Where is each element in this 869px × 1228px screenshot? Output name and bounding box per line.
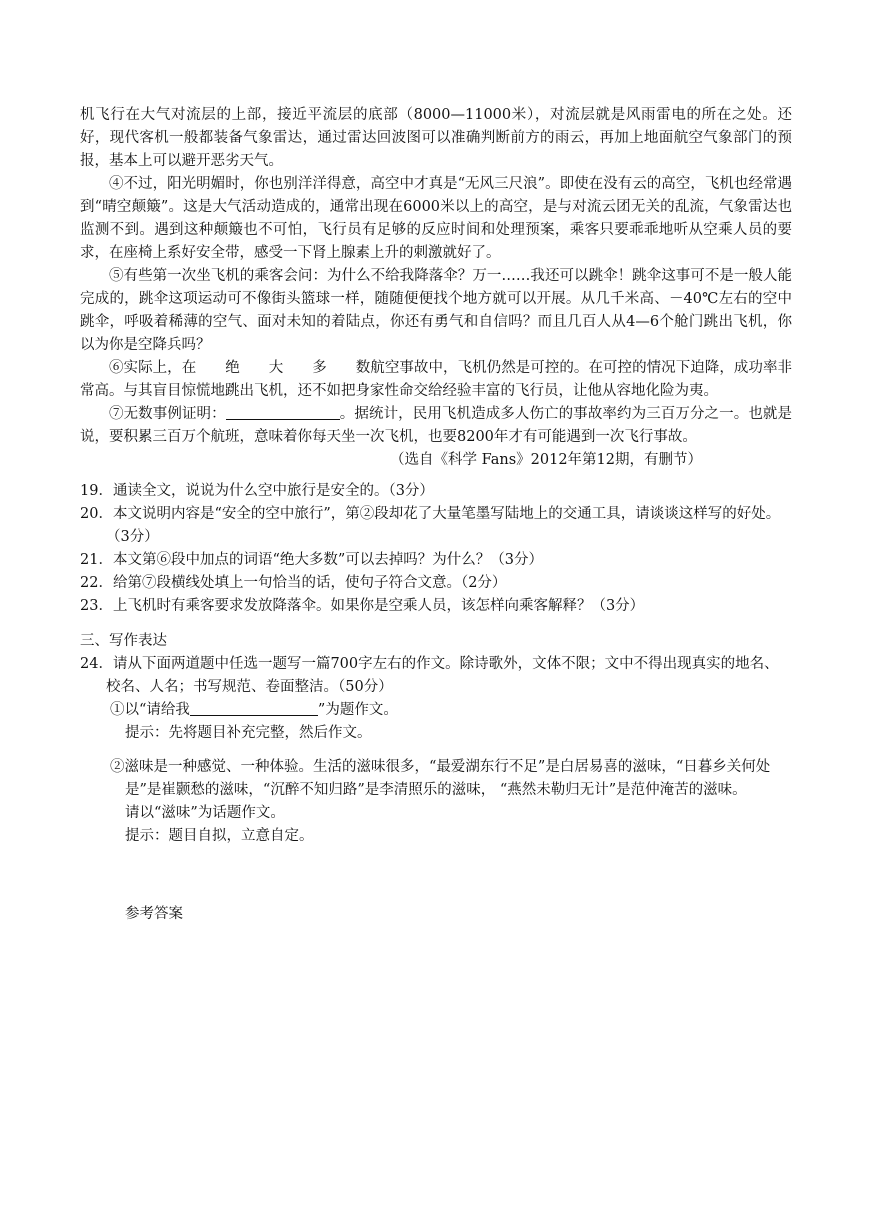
question-list <box>80 480 792 618</box>
dotted-char: 数 <box>355 360 371 376</box>
answers-title: 参考答案 <box>125 906 183 922</box>
question-23: 23．上飞机时有乘客要求发放降落伞。如果你是空乘人员，该怎样向乘客解释？（3分） <box>80 598 645 614</box>
option-1-tip: 提示：先将题目补充完整，然后作文。 <box>125 725 372 741</box>
paragraph-7 <box>80 403 792 449</box>
paragraph-6-post: 航空事故中，飞机仍然是可控的。在可控的情况下迫降，成功率非常高。与其盲目惊慌地跳出飞机，还不如把身家性命交给经验丰富的飞行员，让他从容地化险为夷。 <box>80 360 793 399</box>
section-title: 三、写作表达 <box>80 633 167 649</box>
dotted-char: 大 <box>268 360 284 376</box>
option-2-requirement: 请以“滋味”为话题作文。 <box>125 805 285 821</box>
source-citation: （选自《科学 Fans》2012年第12期，有删节） <box>390 452 702 468</box>
question-21: 21．本文第⑥段中加点的词语“绝大多数”可以去掉吗？为什么？（3分） <box>80 552 543 568</box>
question-20: 20．本文说明内容是“安全的空中旅行”，第②段却花了大量笔墨写陆地上的交通工具，请谈谈这样写的好处。（3分） <box>80 506 781 545</box>
paragraph-5: ⑤有些第一次坐飞机的乘客会问：为什么不给我降落伞？万一……我还可以跳伞！跳伞这事可不是一般人能完成的，跳伞这项运动可不像街头篮球一样，随随便便找个地方就可以开展。从几千米高、－40℃左右的空中跳伞，呼吸着稀薄的空气、面对未知的着陆点，你还有勇气和自信吗？而且几百人从4—6个舱门跳出飞机，你以为你是空降兵吗？ <box>80 268 792 353</box>
fill-in-blank[interactable] <box>226 404 340 420</box>
title-blank[interactable] <box>190 700 318 716</box>
paragraph-3-continued: 机飞行在大气对流层的上部，接近平流层的底部（8000—11000米），对流层就是风雨雷电的所在之处。还好，现代客机一般都装备气象雷达，通过雷达回波图可以准确判断前方的雨云，再加上地面航空气象部门的预报，基本上可以避开恶劣天气。 <box>80 107 792 169</box>
writing-section <box>80 630 792 848</box>
question-19: 19．通读全文，说说为什么空中旅行是安全的。（3分） <box>80 483 434 499</box>
answers-heading-block <box>80 903 792 926</box>
spacer <box>80 745 792 756</box>
option-1-pre: ①以“请给我 <box>110 702 190 718</box>
question-24: 24．请从下面两道题中任选一题写一篇700字左右的作文。除诗歌外，文体不限；文中不得出现真实的地名、校名、人名；书写规范、卷面整洁。（50分） <box>80 656 779 695</box>
dotted-char: 多 <box>312 360 327 376</box>
dotted-char: 绝 <box>225 360 240 376</box>
question-22: 22．给第⑦段横线处填上一句恰当的话，使句子符合文意。（2分） <box>80 575 507 591</box>
paragraph-6-pre: ⑥实际上，在 <box>109 360 197 376</box>
option-1-post: ”为题作文。 <box>317 702 398 718</box>
option-2-tip: 提示：题目自拟，立意自定。 <box>125 828 314 844</box>
paragraph-4: ④不过，阳光明媚时，你也别洋洋得意，高空中才真是“无风三尺浪”。即使在没有云的高空，飞机也经常遇到“晴空颠簸”。这是大气活动造成的，通常出现在6000米以上的高空，是与对流云团无关的乱流，气象雷达也监测不到。遇到这种颠簸也不可怕，飞行员有足够的反应时间和处理预案，乘客只要乖乖地听从空乘人员的要求，在座椅上系好安全带，感受一下肾上腺素上升的刺激就好了。 <box>80 176 792 261</box>
option-2: ②滋味是一种感觉、一种体验。生活的滋味很多，“最爱湖东行不足”是白居易喜的滋味，“日暮乡关何处是”是崔颢愁的滋味，“沉醉不知归路”是李清照乐的滋味， “燕然未勒归无计”是范仲淹苦的滋味。 <box>110 759 771 798</box>
paragraph-6 <box>80 357 792 403</box>
paragraph-7-post: 。据统计，民用飞机造成多人伤亡的事故率约为三百万分之一。也就是说，要积累三百万个航班，意味着你每天坐一次飞机，也要8200年才有可能遇到一次飞行事故。 <box>80 406 792 445</box>
paragraph-7-pre: ⑦无数事例证明： <box>109 406 226 422</box>
passage <box>80 104 792 472</box>
option-1 <box>80 699 792 722</box>
